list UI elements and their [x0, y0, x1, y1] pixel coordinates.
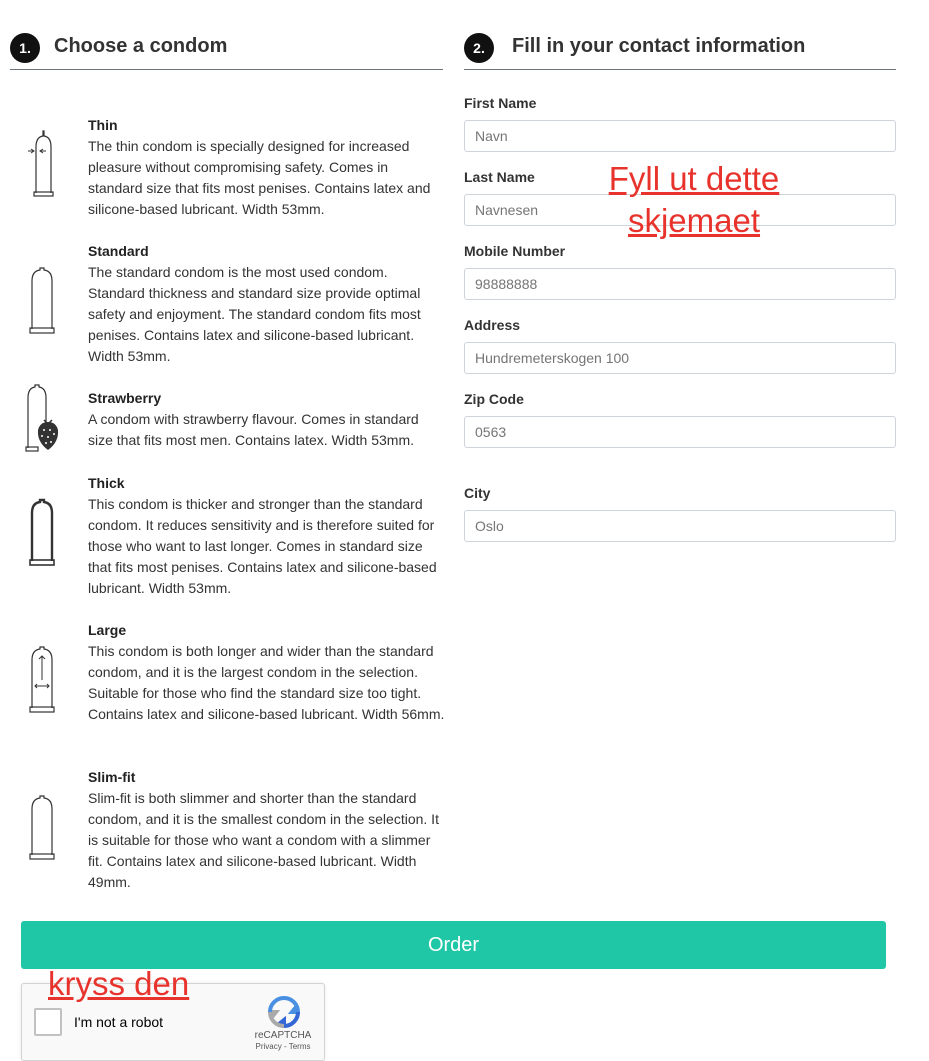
- first-name-group: [464, 94, 896, 152]
- standard-condom-icon: [20, 267, 66, 337]
- condom-description: A condom with strawberry flavour. Comes in standard size that fits most men. Contains latex. Width 53mm.: [88, 411, 419, 448]
- contact-info-header: [464, 26, 896, 70]
- condom-name: Thick: [88, 475, 125, 491]
- recaptcha-brand: reCAPTCHA: [254, 1030, 312, 1041]
- mobile-number-input[interactable]: [464, 268, 896, 300]
- last-name-label: Last Name: [464, 169, 535, 185]
- address-label: Address: [464, 317, 521, 333]
- step-number-2: 2.: [464, 33, 494, 63]
- condom-description: This condom is both longer and wider than the standard condom, and it is the largest condom in the selection. Suitable for those who find the standard size too tight. Contains latex and silicone-based lubricant. Width 56mm.: [88, 643, 445, 722]
- condom-description: The thin condom is specially designed for increased pleasure without compromising safety. Comes in standard size that fits most penises. Contains latex and silicone-based lubricant. Width 53mm.: [88, 138, 431, 217]
- condom-option-strawberry[interactable]: [20, 388, 445, 458]
- city-input[interactable]: [464, 510, 896, 542]
- thin-condom-icon: [20, 129, 66, 199]
- address-group: [464, 316, 896, 374]
- first-name-input[interactable]: [464, 120, 896, 152]
- annotation-line-1: Fyll ut dette: [608, 160, 780, 197]
- contact-info-title: Fill in your contact information: [512, 35, 806, 57]
- slim-fit-condom-icon: [20, 793, 66, 863]
- condom-name: Slim-fit: [88, 769, 136, 785]
- condom-option-thick[interactable]: [20, 473, 445, 599]
- thick-condom-icon: [20, 499, 66, 569]
- city-group: [464, 484, 896, 542]
- captcha-instruction-annotation: kryss den: [48, 965, 190, 1002]
- condom-name: Standard: [88, 243, 149, 259]
- zip-code-group: [464, 390, 896, 448]
- condom-option-large[interactable]: [20, 620, 445, 746]
- annotation-line-2: skjemaet: [627, 202, 761, 239]
- form-instruction-annotation: [584, 158, 804, 242]
- choose-condom-title: Choose a condom: [54, 35, 228, 57]
- large-condom-icon: [20, 646, 66, 716]
- condom-name: Thin: [88, 117, 118, 133]
- city-label: City: [464, 485, 491, 501]
- mobile-number-label: Mobile Number: [464, 243, 566, 259]
- choose-condom-header: [10, 26, 443, 70]
- mobile-number-group: [464, 242, 896, 300]
- strawberry-condom-icon: [20, 384, 66, 454]
- zip-code-input[interactable]: [464, 416, 896, 448]
- condom-description: This condom is thicker and stronger than the standard condom. It reduces sensitivity and is therefore suited for those who want to last longer. Comes in standard size that fits most penises. Contains latex and silicone-based lubricant. Width 53mm.: [88, 496, 437, 596]
- condom-name: Strawberry: [88, 390, 162, 406]
- order-button[interactable]: Order: [21, 921, 886, 969]
- step-number-1: 1.: [10, 33, 40, 63]
- condom-option-thin[interactable]: [20, 115, 445, 221]
- condom-description: The standard condom is the most used condom. Standard thickness and standard size provide optimal safety and enjoyment. The standard condom fits most penises. Contains latex and silicone-based lubricant. Width 53mm.: [88, 264, 421, 364]
- zip-code-label: Zip Code: [464, 391, 524, 407]
- condom-option-standard[interactable]: [20, 241, 445, 367]
- condom-name: Large: [88, 622, 127, 638]
- recaptcha-checkbox[interactable]: [34, 1008, 62, 1036]
- condom-option-slim-fit[interactable]: [20, 767, 445, 893]
- recaptcha-label: I'm not a robot: [74, 1014, 164, 1030]
- address-input[interactable]: [464, 342, 896, 374]
- first-name-label: First Name: [464, 95, 537, 111]
- recaptcha-terms-link[interactable]: Privacy - Terms: [255, 1042, 311, 1051]
- condom-description: Slim-fit is both slimmer and shorter than the standard condom, and it is the smallest condom in the selection. It is suitable for those who want a condom with a slimmer fit. Contains latex and silicone-based lubricant. Width 49mm.: [88, 790, 439, 890]
- recaptcha-logo-icon: [266, 994, 302, 1030]
